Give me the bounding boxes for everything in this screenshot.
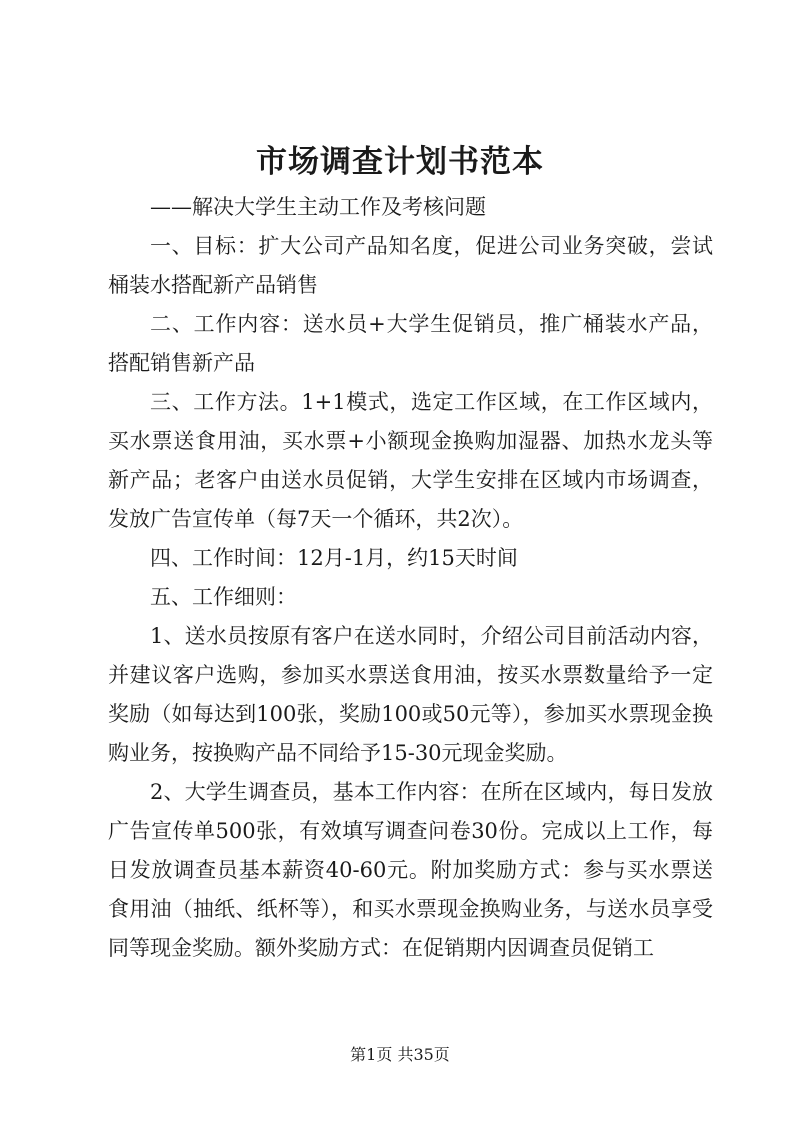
subtitle-paragraph: ——解决大学生主动工作及考核问题 (150, 195, 486, 219)
work-method-paragraph: 三、工作方法。1+1模式，选定工作区域，在工作区域内，买水票送食用油，买水票+小额现金换购加湿器、加热水龙头等新产品；老客户由送水员促销，大学生安排在区域内市场调查，发放广告宣传单（每7天一个循环，共2次）。 (108, 390, 713, 531)
work-rules-heading: 五、工作细则： (150, 585, 297, 609)
document-body (108, 188, 713, 968)
rule-2-paragraph: 2、大学生调查员，基本工作内容：在所在区域内，每日发放广告宣传单500张，有效填写调查问卷30份。完成以上工作，每日发放调查员基本薪资40-60元。附加奖励方式：参与买水票送食用油（抽纸、纸杯等），和买水票现金换购业务，与送水员享受同等现金奖励。额外奖励方式：在促销期内因调查员促销工 (108, 780, 713, 960)
document-title: 市场调查计划书范本 (256, 144, 544, 180)
work-time-paragraph: 四、工作时间：12月-1月，约15天时间 (150, 546, 518, 570)
goal-paragraph: 一、目标：扩大公司产品知名度，促进公司业务突破，尝试桶装水搭配新产品销售 (108, 234, 713, 297)
rule-1-paragraph: 1、送水员按原有客户在送水同时，介绍公司目前活动内容，并建议客户选购，参加买水票送食用油，按买水票数量给予一定奖励（如每达到100张，奖励100或50元等），参加买水票现金换购业务，按换购产品不同给予15-30元现金奖励。 (108, 624, 713, 765)
work-content-paragraph: 二、工作内容：送水员+大学生促销员，推广桶装水产品，搭配销售新产品 (108, 312, 713, 375)
page-number-footer: 第1页 共35页 (350, 1045, 450, 1064)
